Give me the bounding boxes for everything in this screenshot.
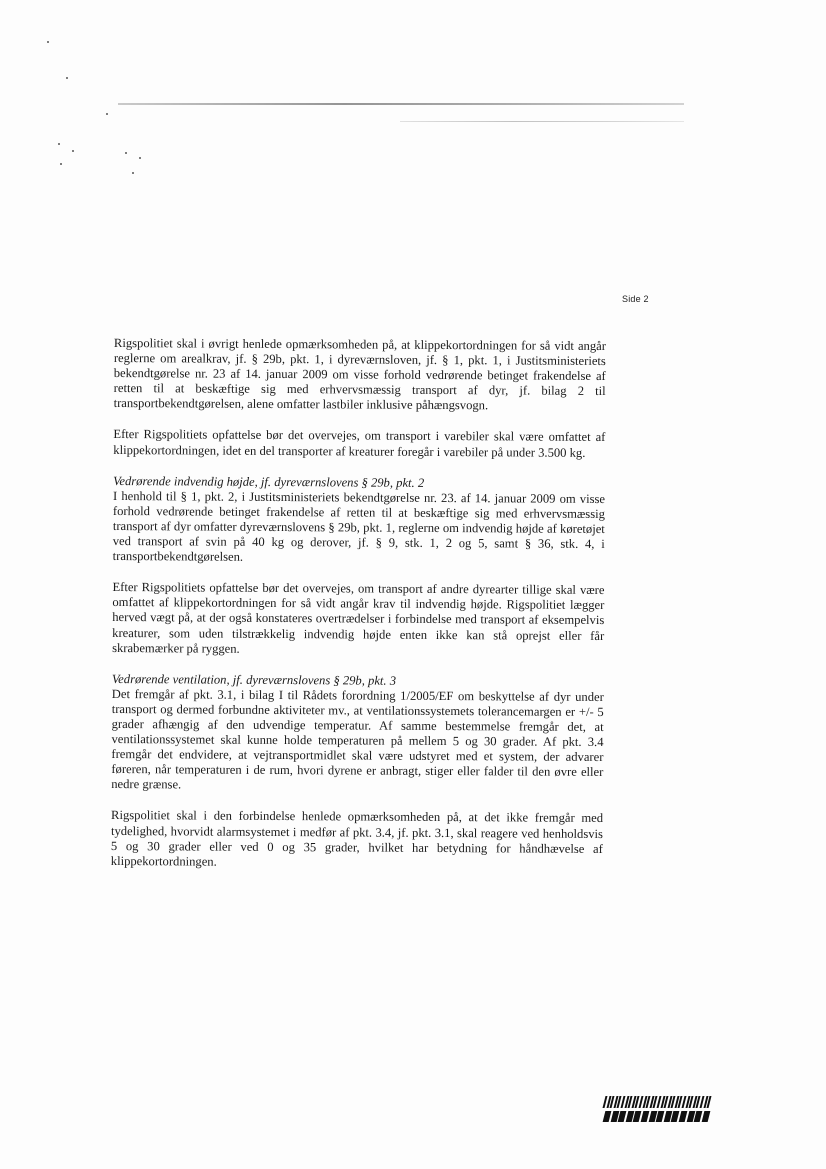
- barcode-row-bold: [604, 1111, 726, 1123]
- section-heading-indvendig-hojde: Vedrørende indvendig højde, jf. dyreværnslovens § 29b, pkt. 2: [113, 473, 425, 490]
- scan-artifact-dot: [60, 163, 62, 165]
- paragraph-andre-dyrearter: Efter Rigspolitiets opfattelse bør det overvejes, om transport af andre dyrearter tillige skal være omfattet af klippekortordningen for så vidt angår krav til indvendig højde. Rigspolitiet lægger herved vægt på, at der også konstateres overtrædelser i forbindelse med transport af eksempelvis kreaturer, som uden tilstrækkelig indvendig højde enten ikke kan stå oprejst eller får skrabemærker på ryggen.: [112, 580, 605, 656]
- section-indvendig-hojde: [113, 474, 606, 568]
- barcode-row-thin: [604, 1096, 726, 1108]
- paragraph-ventilation: Det fremgår af pkt. 3.1, i bilag I til Rådets forordning 1/2005/EF om beskyttelse af dyr under transport og dermed forbundne aktiviteter mv., at ventilationssystemets tolerancemargen er +/- 5 grader afhængig af den udvendige temperatur. Af samme bestemmelse fremgår det, at ventilationssystemet skal kunne holde temperaturen på mellem 5 og 30 grader. Af pkt. 3.4 fremgår det endvidere, at vejtransportmidlet skal være udstyret med et system, der advarer føreren, når temperaturen i de rum, hvori dyrene er anbragt, stiger eller falder til den øvre eller nedre grænse.: [111, 686, 604, 792]
- paragraph-indvendig-hojde: I henhold til § 1, pkt. 2, i Justitsministeriets bekendtgørelse nr. 23. af 14. januar 2009 om visse forhold vedrørende betinget frakendelse af retten til at beskæftige sig med erhvervsmæssig transport af dyr omfatter dyreværnslovens § 29b, pkt. 1, reglerne om indvendig højde af køretøjet ved transport af svin på 40 kg og derover, jf. § 9, stk. 1, 2 og 5, samt § 36, stk. 4, i transportbekendtgørelsen.: [112, 488, 606, 564]
- scan-artifact-dot: [125, 152, 127, 154]
- paragraph-varebiler: Efter Rigspolitiets opfattelse bør det overvejes, om transport i varebiler skal være omfattet af klippekortordningen, idet en del transporter af kreaturer foregår i varebiler på under 3.500 kg.: [113, 427, 606, 460]
- letter-body: [111, 336, 606, 888]
- page-number: Side 2: [622, 294, 649, 304]
- scan-artifact-dot: [58, 143, 60, 145]
- paragraph-arealkrav: Rigspolitiet skal i øvrigt henlede opmærksomheden på, at klippekortordningen for så vidt angår reglerne om arealkrav, jf. § 29b, pkt. 1, i dyreværnsloven, jf. § 1, pkt. 1, i Justitsministeriets bekendtgørelse nr. 23 af 14. januar 2009 om visse forhold vedrørende betinget frakendelse af retten til at beskæftige sig med erhvervsmæssig transport af dyr, jf. bilag 2 til transportbekendtgørelsen, alene omfatter lastbiler inklusive påhængsvogn.: [113, 336, 606, 413]
- section-ventilation: [111, 672, 604, 796]
- scan-artifact-dot: [139, 157, 141, 159]
- scan-artifact-dot: [66, 77, 68, 79]
- scan-artifact-dot: [47, 41, 49, 43]
- scan-artifact-line: [400, 121, 684, 122]
- section-heading-ventilation: Vedrørende ventilation, jf. dyreværnslovens § 29b, pkt. 3: [111, 671, 397, 688]
- scan-artifact-line: [118, 103, 684, 105]
- barcode: [604, 1096, 726, 1132]
- scan-artifact-dot: [132, 172, 134, 174]
- paragraph-alarmsystem: Rigspolitiet skal i den forbindelse henlede opmærksomheden på, at det ikke fremgår med tydelighed, hvorvidt alarmsystemet i medfør af pkt. 3.4, jf. pkt. 3.1, skal reagere ved henholdsvis 5 og 30 grader eller ved 0 og 35 grader, hvilket har betydning for håndhævelse af klippekortordningen.: [110, 808, 604, 869]
- scan-artifact-dot: [106, 113, 108, 115]
- scan-artifact-dot: [72, 150, 74, 152]
